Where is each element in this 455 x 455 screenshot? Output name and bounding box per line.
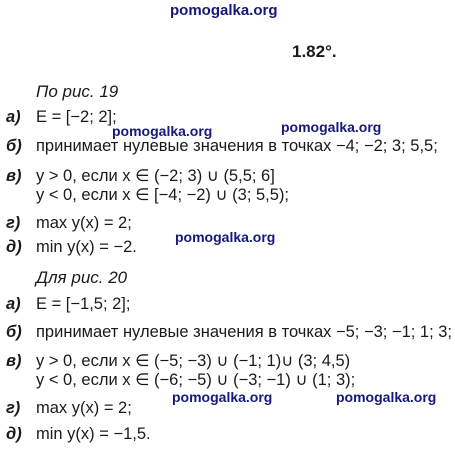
item-label: д) [6, 425, 22, 443]
item-label: в) [6, 167, 22, 185]
section2-item-v [6, 351, 350, 371]
item-text: y > 0, если x ∈ (−2; 3) ∪ (5,5; 6] [36, 167, 275, 185]
section1-heading: По рис. 19 [36, 82, 119, 101]
item-text: принимает нулевые значения в точках −5; −3; −1; 1; 3; [36, 323, 453, 341]
section2-item-b [6, 323, 452, 342]
section1-item-b [6, 137, 438, 156]
item-label: г) [6, 399, 21, 417]
section2-item-d [6, 425, 151, 444]
item-text: y < 0, если x ∈ (−6; −5) ∪ (−3; −1) ∪ (1; 3); [36, 371, 356, 389]
item-text: y < 0, если x ∈ [−4; −2) ∪ (3; 5,5); [36, 186, 290, 204]
item-label: а) [6, 108, 21, 126]
item-label: г) [6, 214, 21, 232]
section1-item-g [6, 214, 132, 233]
item-text: принимает нулевые значения в точках −4; −2; 3; 5,5; [36, 137, 438, 155]
section1-item-a [6, 108, 117, 127]
section2-item-a [6, 295, 130, 314]
item-label: б) [6, 323, 22, 341]
watermark-mid-1: pomogalka.org [112, 123, 213, 139]
watermark-mid-3: pomogalka.org [175, 229, 276, 245]
watermark-bottom-2: pomogalka.org [336, 389, 437, 405]
item-text: E = [−1,5; 2]; [36, 295, 131, 313]
section1-item-v [6, 166, 275, 186]
problem-number: 1.82°. [292, 42, 337, 61]
item-label: а) [6, 295, 21, 313]
watermark-top: pomogalka.org [170, 2, 278, 19]
item-text: min y(x) = −1,5. [36, 425, 151, 443]
item-label: д) [6, 238, 22, 256]
section2-item-v-cont [6, 370, 355, 390]
watermark-mid-2: pomogalka.org [281, 119, 382, 135]
section2-heading: Для рис. 20 [36, 268, 128, 287]
section1-item-d [6, 238, 137, 257]
item-text: y > 0, если x ∈ (−5; −3) ∪ (−1; 1)∪ (3; 4,5) [36, 352, 351, 370]
item-text: max y(x) = 2; [36, 399, 132, 417]
item-label: б) [6, 137, 22, 155]
watermark-bottom-1: pomogalka.org [172, 389, 273, 405]
section1-item-v-cont [6, 185, 289, 205]
item-text: min y(x) = −2. [36, 238, 137, 256]
item-text: E = [−2; 2]; [36, 108, 117, 126]
item-label: в) [6, 352, 22, 370]
section2-item-g [6, 399, 132, 418]
item-text: max y(x) = 2; [36, 214, 132, 232]
